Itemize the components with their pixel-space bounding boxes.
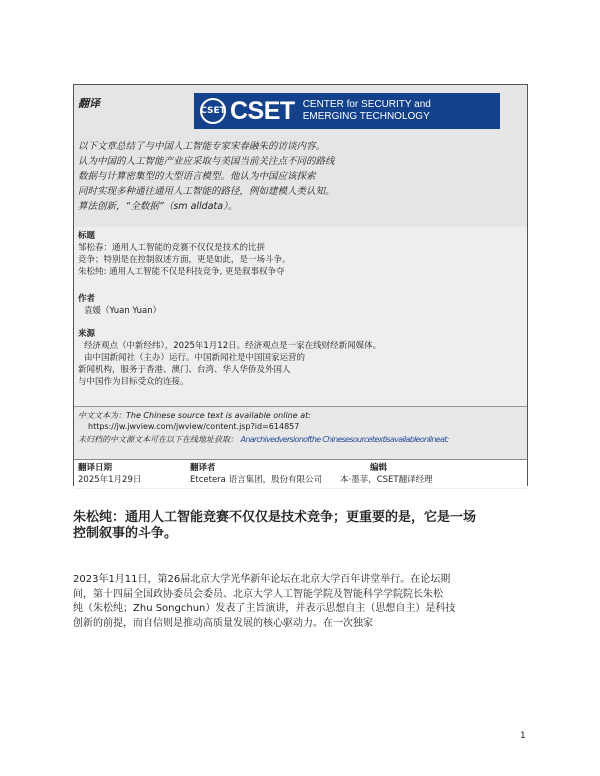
- author-section: [78, 293, 518, 317]
- source-section: [78, 328, 518, 388]
- article-title: [73, 510, 533, 542]
- date-label: 翻译日期: [78, 463, 113, 473]
- cset-tagline: [303, 99, 431, 123]
- cset-logo: [194, 93, 500, 129]
- editor-cell: [340, 462, 433, 486]
- body-line: 纯（朱松纯；Zhu Songchun）发表了主旨演讲，并表示思想自主（思想自主）是科技: [73, 603, 456, 614]
- summary-line: 认为中国的人工智能产业应采取与美国当前关注点不同的路线: [78, 156, 335, 167]
- body-line: 2023年1月11日，第26届北京大学光华新年论坛在北京大学百年讲堂举行。在论坛期: [73, 574, 451, 585]
- body-line: 创新的前提，而自信则是推动高质量发展的核心驱动力。在一次独家: [73, 617, 373, 629]
- title-line: 朱松纯: 通用人工智能不仅是科技竞争, 更是叙事权争夺: [78, 267, 285, 277]
- author-heading: 作者: [78, 294, 96, 304]
- author-name: 袁媛（Yuan Yuan）: [84, 306, 162, 316]
- summary-line: 同时实现多种通往通用人工智能的路径，例如建模人类认知。: [78, 186, 335, 197]
- archived-prefix: 未归档的中文源文本可在以下在线地址获取：: [78, 435, 238, 444]
- source-line: 与中国作为目标受众的连接。: [78, 377, 189, 387]
- archived-source-line: [78, 434, 449, 445]
- translator-cell: [190, 462, 322, 486]
- summary-line: 算法创新，“全数据”（sm alldata）。: [78, 201, 238, 212]
- archived-overlap-text: Anarchivedversionofthe Chinesesourcetextisavailableonlineat:: [240, 435, 449, 444]
- cset-emblem-icon: CSET: [200, 98, 226, 124]
- translator-value: Etcetera 语言集团，股份有限公司: [190, 475, 323, 485]
- source-line: 经济观点（中新经纬），2025年1月12日。经济观点是一家在线财经新闻媒体。: [84, 341, 382, 351]
- summary-line: 以下文章总结了与中国人工智能专家宋春融朱的访谈内容。: [78, 141, 326, 152]
- title-line: 竞争；特别是在控制叙述方面，更是如此，是一场斗争。: [78, 255, 291, 265]
- editor-label: 编辑: [370, 463, 388, 473]
- date-value: 2025年1月29日: [78, 475, 142, 485]
- title-line: 邹松春：通用人工智能的竞赛不仅仅是技术的比拼: [78, 243, 266, 253]
- tagline-line-2: EMERGING TECHNOLOGY: [302, 111, 430, 122]
- translator-label: 翻译者: [190, 463, 216, 473]
- summary-text: [78, 139, 518, 214]
- translation-info-box: [73, 84, 528, 486]
- tagline-line-1: CENTER for SECURITY and: [302, 99, 431, 110]
- online-source-box: [74, 406, 527, 460]
- body-line: 间，第十四届全国政协委员会委员、北京大学人工智能学院及智能科学学院院长朱松: [73, 588, 443, 600]
- editor-value: 本·墨菲，CSET翻译经理: [340, 475, 433, 485]
- header-band: [74, 85, 527, 228]
- translation-date-cell: [78, 462, 141, 486]
- source-line: 新闻机构，服务于香港、澳门、台湾、华人华侨及外国人: [78, 365, 291, 375]
- summary-line: 数据与计算密集型的大型语言模型。他认为中国应该探索: [78, 171, 316, 182]
- source-line: 由中国新闻社（主办）运行。中国新闻社是中国国家运营的: [84, 353, 306, 363]
- title-heading: 标题: [78, 231, 96, 241]
- source-url-link[interactable]: https://jw.jwview.com/jwview/content.jsp?id=614857: [88, 422, 300, 431]
- article-title-line: 朱松纯：通用人工智能竞赛不仅仅是技术竞争；更重要的是，它是一场: [73, 510, 477, 525]
- meta-row: [74, 459, 527, 488]
- translation-label: 翻译: [78, 97, 100, 110]
- article-body: [73, 573, 533, 631]
- article-title-line: 控制叙事的斗争。: [73, 526, 178, 541]
- online-source-line: 中文文本为：The Chinese source text is available online at:: [78, 411, 311, 420]
- source-heading: 来源: [78, 329, 96, 339]
- title-section: [78, 230, 518, 278]
- page-number: 1: [520, 731, 526, 741]
- cset-acronym: CSET: [230, 96, 295, 125]
